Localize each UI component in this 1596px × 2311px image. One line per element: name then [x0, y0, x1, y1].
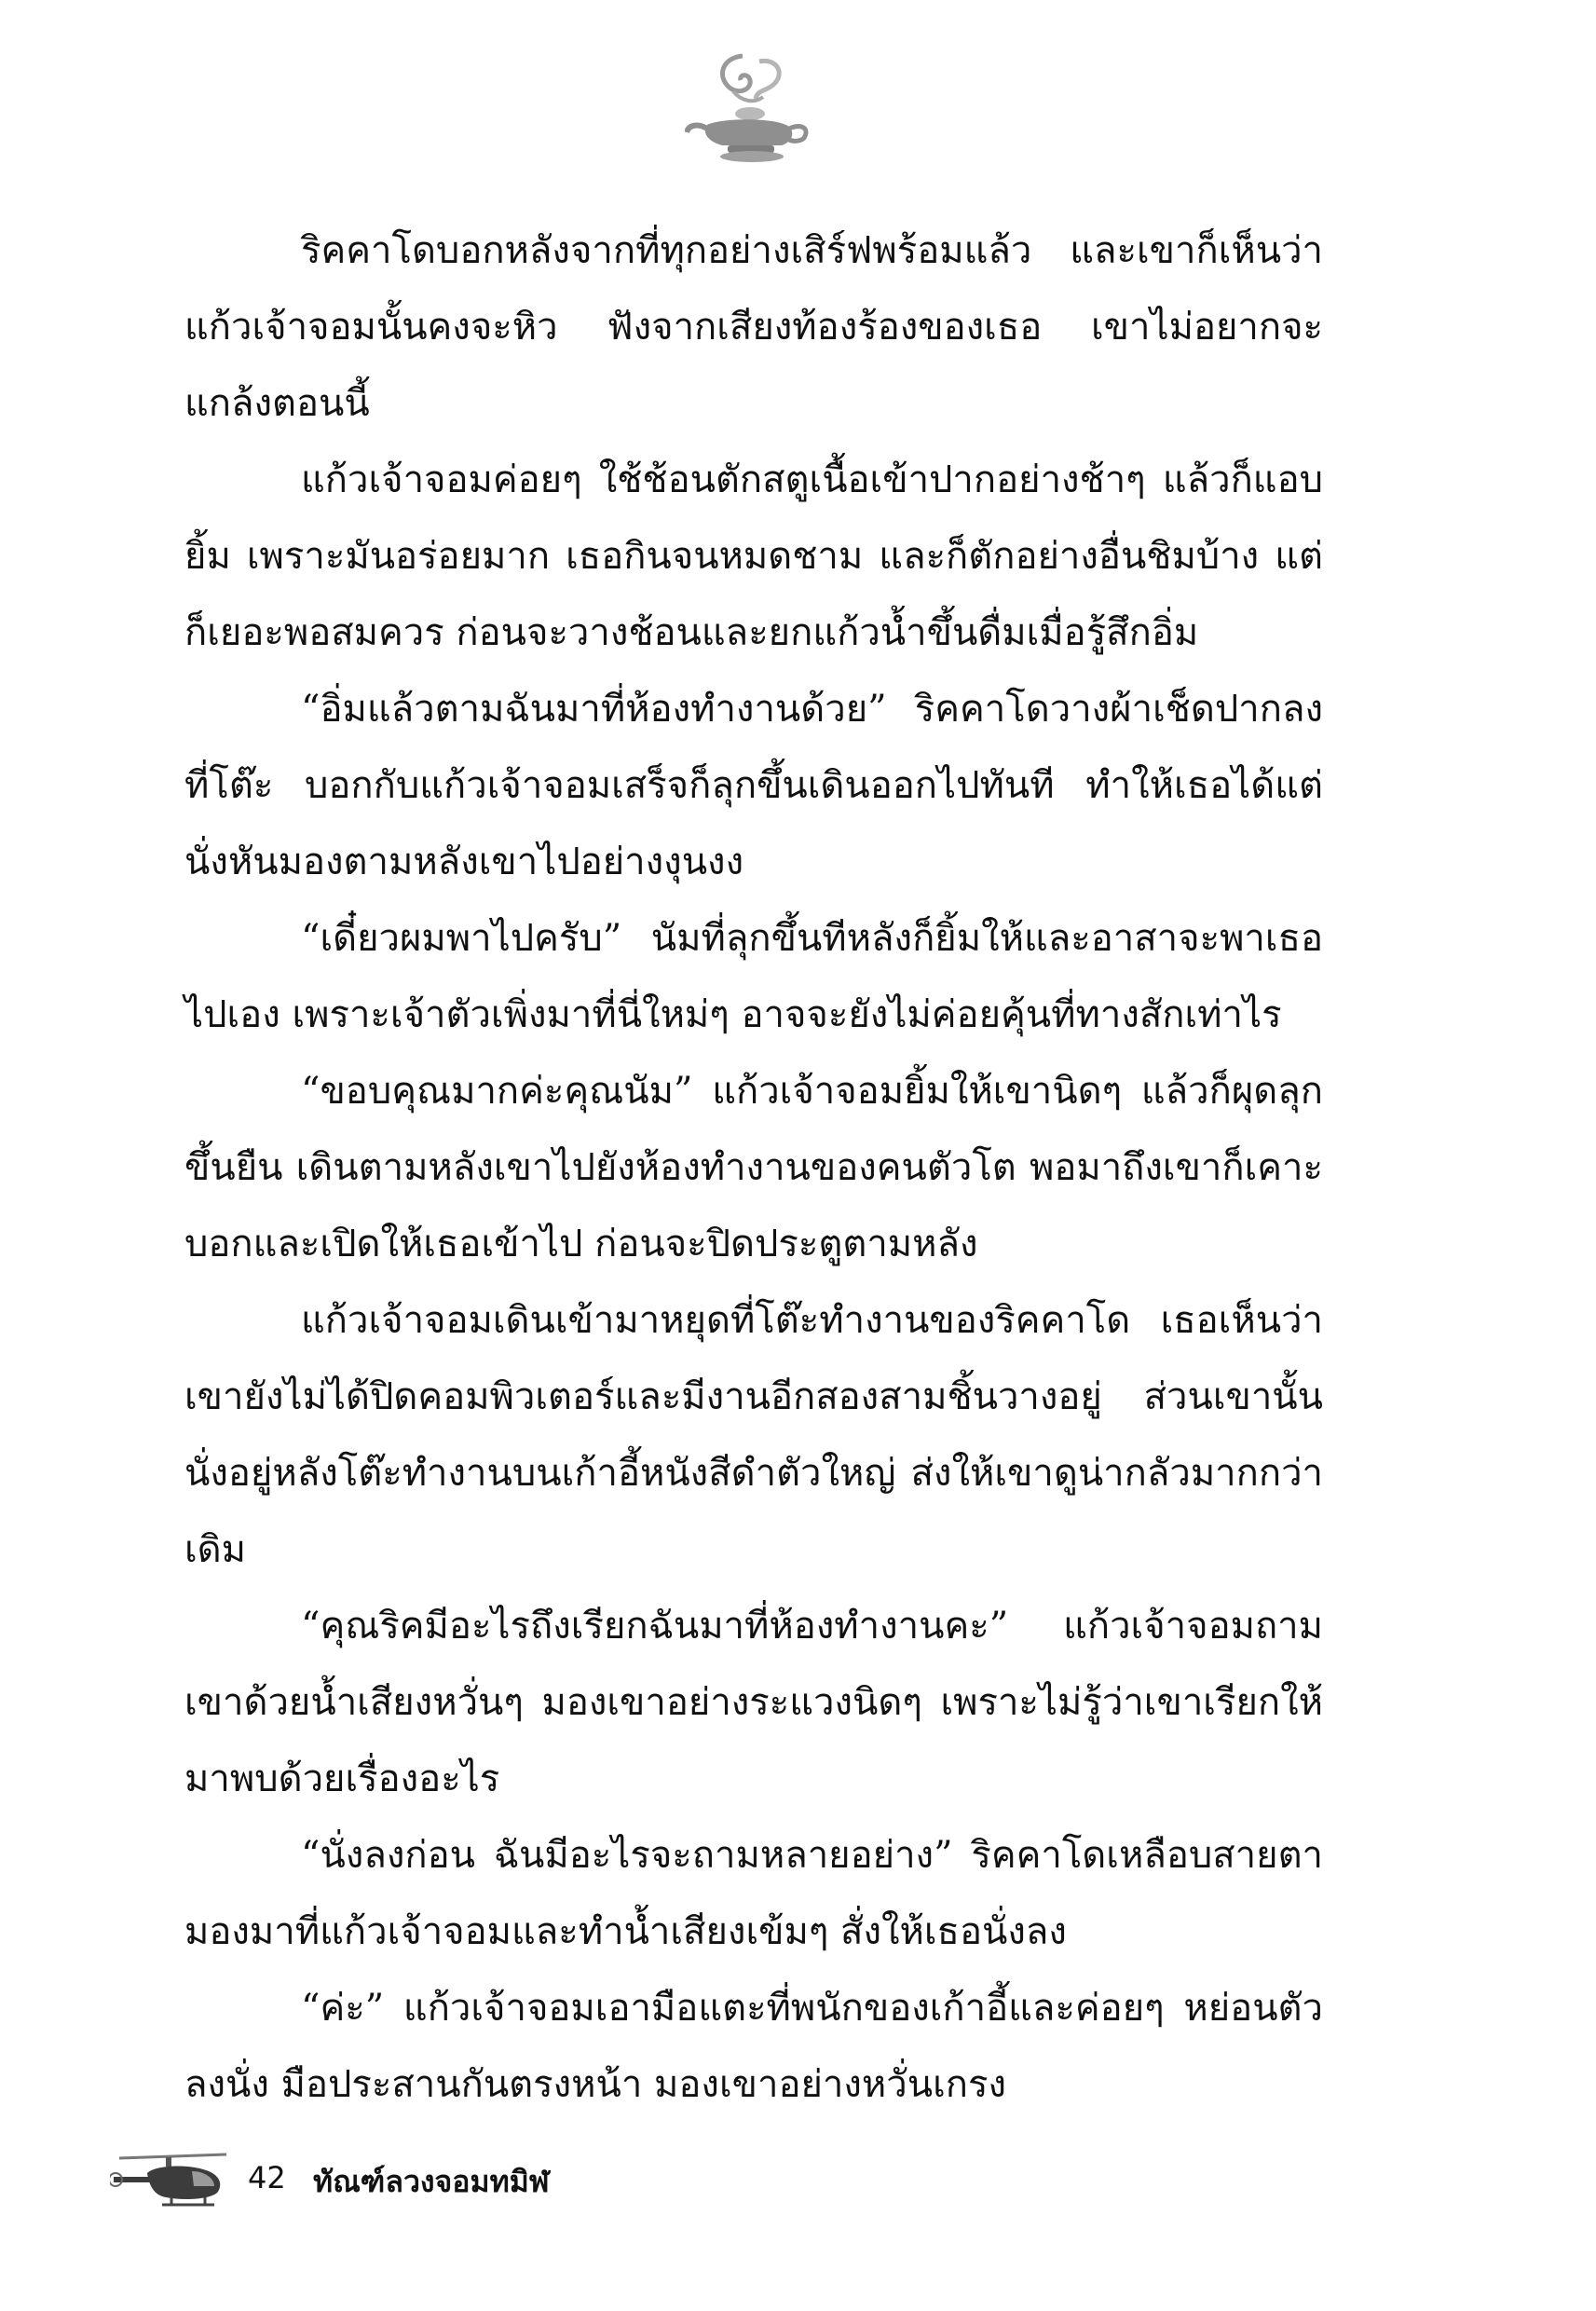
body-text	[184, 212, 1323, 2123]
paragraph: “ค่ะ” แก้วเจ้าจอมเอามือแตะที่พนักของเก้าอี้และค่อยๆ หย่อนตัวลงนั่ง มือประสานกันตรงหน้า มองเขาอย่างหวั่นเกรง	[184, 1987, 1323, 2106]
paragraph: แก้วเจ้าจอมเดินเข้ามาหยุดที่โต๊ะทำงานของริคคาโด เธอเห็นว่าเขายังไม่ได้ปิดคอมพิวเตอร์และมีงานอีกสองสามชิ้นวางอยู่ ส่วนเขานั้นนั่งอยู่หลังโต๊ะทำงานบนเก้าอี้หนังสีดำตัวใหญ่ ส่งให้เขาดูน่ากลัวมากกว่าเดิม	[184, 1299, 1323, 1571]
paragraph: “เดี๋ยวผมพาไปครับ” นัมที่ลุกขึ้นทีหลังก็ยิ้มให้และอาสาจะพาเธอไปเอง เพราะเจ้าตัวเพิ่งมาที่นี่ใหม่ๆ อาจจะยังไม่ค่อยคุ้นที่ทางสักเท่าไร	[184, 917, 1323, 1036]
book-title: ทัณฑ์ลวงจอมทมิฬ	[313, 2164, 550, 2199]
page-number: 42	[248, 2160, 286, 2195]
magic-lamp-icon	[685, 48, 815, 165]
paragraph: แก้วเจ้าจอมค่อยๆ ใช้ช้อนตักสตูเนื้อเข้าปากอย่างช้าๆ แล้วก็แอบยิ้ม เพราะมันอร่อยมาก เธอกินจนหมดชาม และก็ตักอย่างอื่นชิมบ้าง แต่ก็เยอะพอสมควร ก่อนจะวางช้อนและยกแก้วน้ำขึ้นดื่มเมื่อรู้สึกอิ่ม	[184, 458, 1323, 654]
paragraph: “ขอบคุณมากค่ะคุณนัม” แก้วเจ้าจอมยิ้มให้เขานิดๆ แล้วก็ผุดลุกขึ้นยืน เดินตามหลังเขาไปยังห้องทำงานของคนตัวโต พอมาถึงเขาก็เคาะบอกและเปิดให้เธอเข้าไป ก่อนจะปิดประตูตามหลัง	[184, 1070, 1323, 1265]
paragraph: “อิ่มแล้วตามฉันมาที่ห้องทำงานด้วย” ริคคาโดวางผ้าเช็ดปากลงที่โต๊ะ บอกกับแก้วเจ้าจอมเสร็จก็ลุกขึ้นเดินออกไปทันที ทำให้เธอได้แต่นั่งหันมองตามหลังเขาไปอย่างงุนงง	[184, 688, 1323, 883]
paragraph: “คุณริคมีอะไรถึงเรียกฉันมาที่ห้องทำงานคะ” แก้วเจ้าจอมถามเขาด้วยน้ำเสียงหวั่นๆ มองเขาอย่างระแวงนิดๆ เพราะไม่รู้ว่าเขาเรียกให้มาพบด้วยเรื่องอะไร	[184, 1605, 1323, 1800]
paragraph: ริคคาโดบอกหลังจากที่ทุกอย่างเสิร์ฟพร้อมแล้ว และเขาก็เห็นว่าแก้วเจ้าจอมนั้นคงจะหิว ฟังจากเสียงท้องร้องของเธอ เขาไม่อยากจะแกล้งตอนนี้	[184, 229, 1323, 425]
helicopter-icon	[110, 2149, 231, 2214]
paragraph: “นั่งลงก่อน ฉันมีอะไรจะถามหลายอย่าง” ริคคาโดเหลือบสายตามองมาที่แก้วเจ้าจอมและทำน้ำเสียงเข้มๆ สั่งให้เธอนั่งลง	[184, 1834, 1323, 1953]
page-footer	[110, 2143, 669, 2218]
